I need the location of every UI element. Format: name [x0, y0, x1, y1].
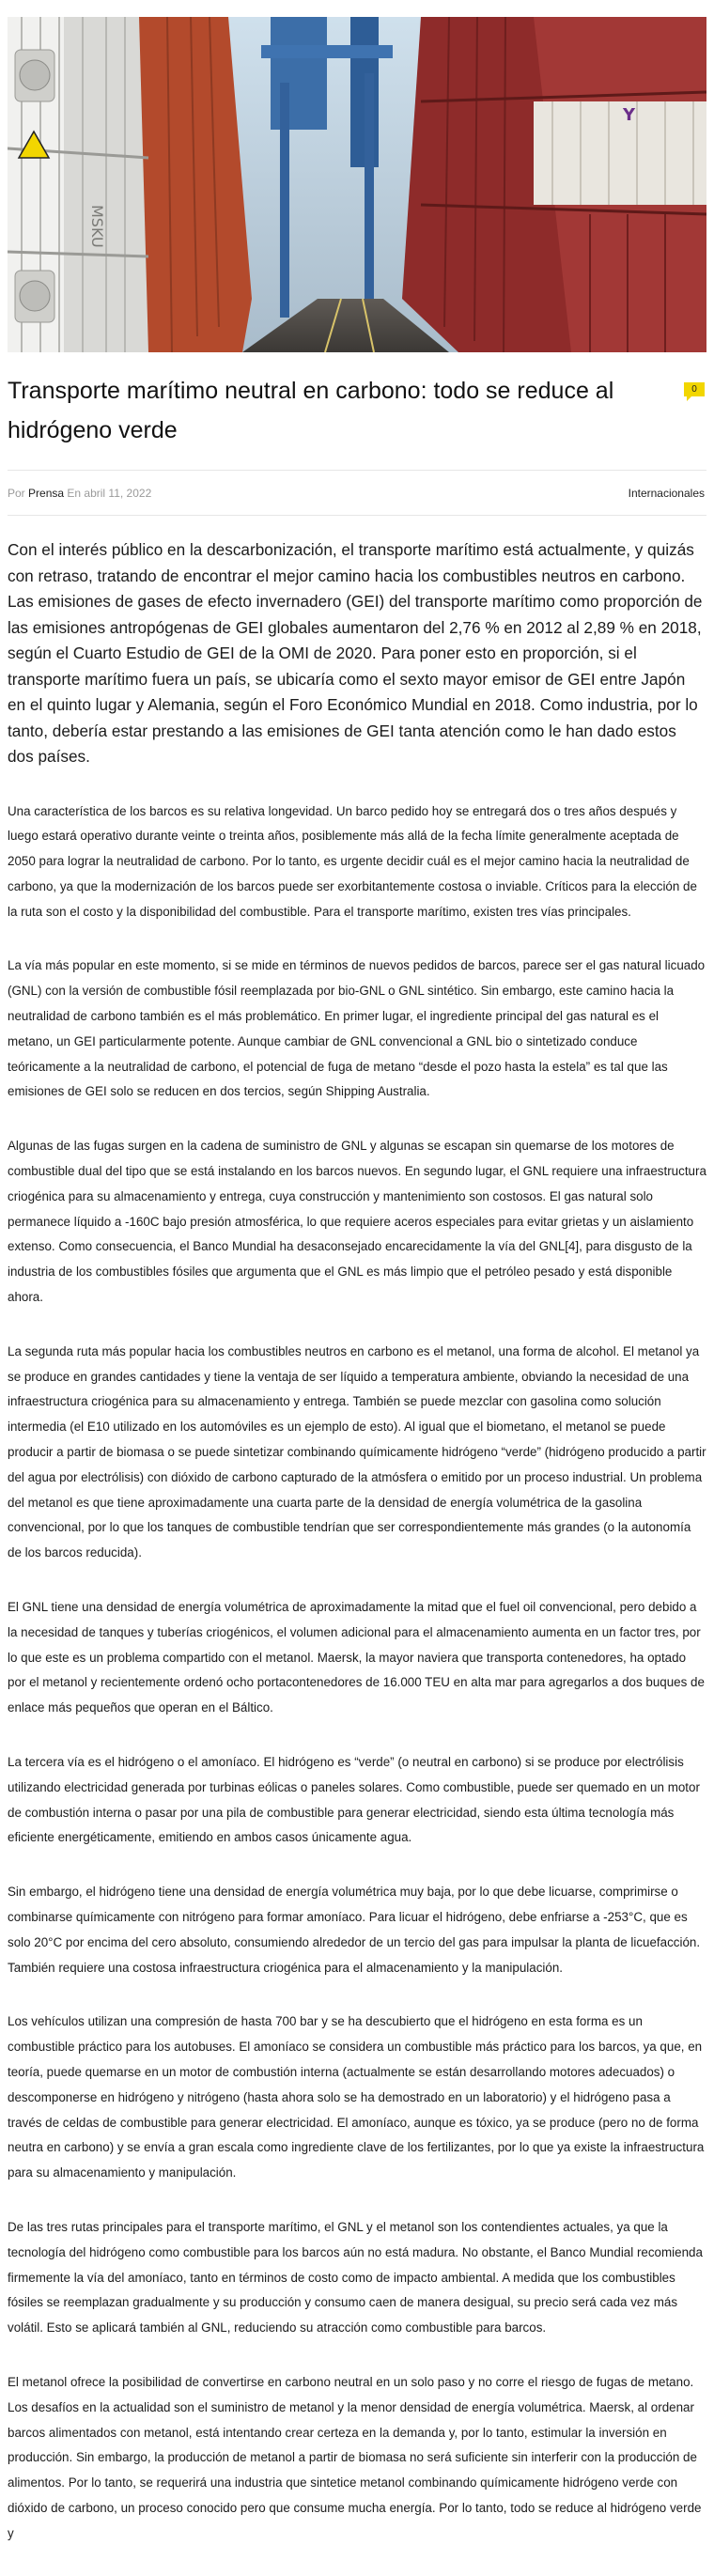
article-lead: Con el interés público en la descarbonización, el transporte marítimo está actualmente, y quizás con retraso, tratando de encontrar el mejor camino hacia los combustibles neutros en carbono. Las emisiones de gases de efecto invernadero (GEI) del transporte marítimo como proporción de las emisiones antropógenas de GEI globales aumentaron del 2,76 % en 2012 al 2,89 % en 2018, según el Cuarto Estudio de GEI de la OMI de 2020. Para poner esto en proporción, si el transporte marítimo fuera un país, se ubicaría como el sexto mayor emisor de GEI entre Japón en el quinto lugar y Alemania, según el Foro Económico Mundial en 2018. Como industria, por lo tanto, debería estar prestando a las emisiones de GEI tanta atención como le han dado estos dos países. — [8, 540, 703, 766]
article-paragraph: Los vehículos utilizan una compresión de hasta 700 bar y se ha descubierto que el hidrógeno en esta forma es un combustible práctico para los autobuses. El amoníaco se considera un combustible más práctico para los barcos, ya que, en teoría, puede quemarse en un motor de combustión interna (actualmente se están desarrollando motores adecuados) o descomponerse en hidrógeno y nitrógeno (hasta ahora solo se ha demostrado en un laboratorio) y el hidrógeno pasa a través de celdas de combustible para generar electricidad. El amoníaco, aunque es tóxico, ya se produce (pero no de forma neutra en carbono) y se envía a gran escala como ingrediente clave de los fertilizantes, por lo que ya existe la infraestructura para su almacenamiento y manipulación. — [8, 2014, 705, 2180]
article-paragraph: El GNL tiene una densidad de energía volumétrica de aproximadamente la mitad que el fuel oil convencional, pero debido a la necesidad de tanques y tuberías criogénicos, el volumen adicional para el almacenamiento aumenta en un factor tres, por lo que este es un problema compartido con el metanol. Maersk, la mayor naviera que transporta contenedores, ha optado por el metanol y recientemente ordenó ocho portacontenedores de 16.000 TEU en alta mar para agregarlos a dos buques de enlace más pequeños que operan en el Báltico. — [8, 1600, 705, 1715]
article-paragraph: Algunas de las fugas surgen en la cadena de suministro de GNL y algunas se escapan sin quemarse de los motores de combustible dual del tipo que se está instalando en los barcos nuevos. En segundo lugar, el GNL requiere una infraestructura criogénica para su almacenamiento y entrega, cuya construcción y mantenimiento son costosos. El gas natural solo permanece líquido a -160C bajo presión atmosférica, lo que requiere aceros especiales para evitar grietas y un aislamiento extenso. Como consecuencia, el Banco Mundial ha desaconsejado encarecidamente la vía del GNL[4], para disgusto de la industria de los combustibles fósiles que argumenta que el GNL es más limpio que el petróleo pesado y está disponible ahora. — [8, 1139, 706, 1305]
article-paragraph: La vía más popular en este momento, si se mide en términos de nuevos pedidos de barcos, parece ser el gas natural licuado (GNL) con la versión de combustible fósil reemplazada por bio-GNL o GNL sintético. Sin embargo, este camino hacia la neutralidad de carbono también es el más problemático. En primer lugar, el ingrediente principal del gas natural es el metano, un GEI particularmente potente. Aunque cambiar de GNL convencional a GNL bio o sintetizado conduce teóricamente a la neutralidad de carbono, el potencial de fuga de metano “desde el pozo hasta la estela” es tal que las emisiones de GEI solo se reducen en dos tercios, según Shipping Australia. — [8, 958, 706, 1099]
author-link[interactable]: Prensa — [28, 487, 65, 500]
article-paragraph: La segunda ruta más popular hacia los combustibles neutros en carbono es el metanol, una forma de alcohol. El metanol ya se produce en grandes cantidades y tiene la ventaja de ser líquido a temperatura ambiente, obviando la necesidad de una infraestructura criogénica para su almacenamiento y entrega. También se puede mezclar con gasolina como solución intermedia (el E10 utilizado en los automóviles es un ejemplo de esto). Al igual que el biometano, el metanol se puede producir a partir de biomasa o se puede sintetizar combinando químicamente hidrógeno “verde” (hidrógeno producido a partir del agua por electrólisis) con dióxido de carbono capturado de la atmósfera o emitido por un proceso industrial. Un problema del metanol es que tiene aproximadamente una cuarta parte de la densidad de energía volumétrica de la gasolina convencional, por lo que los tanques de combustible tendrían que ser correspondientemente más grandes (o la autonomía de los barcos reducida). — [8, 1343, 706, 1560]
divider-top — [8, 470, 706, 471]
title-row — [8, 371, 706, 450]
article-paragraph: Sin embargo, el hidrógeno tiene una densidad de energía volumétrica muy baja, por lo que debe licuarse, comprimirse o combinarse químicamente con nitrógeno para formar amoníaco. Para licuar el hidrógeno, debe enfriarse a -253°C, que es solo 20°C por encima del cero absoluto, consumiendo alrededor de un tercio del gas para impulsar la planta de licuefacción. También requiere una costosa infraestructura criogénica para el almacenamiento y la manipulación. — [8, 1885, 701, 1975]
hero-image[interactable] — [8, 17, 706, 352]
divider-bottom — [8, 515, 706, 516]
category-link[interactable]: Internacionales — [628, 487, 705, 500]
svg-text:Y: Y — [623, 105, 636, 125]
article-title: Transporte marítimo neutral en carbono: todo se reduce al hidrógeno verde — [8, 378, 614, 443]
article-body — [8, 537, 706, 2576]
by-label: Por — [8, 487, 25, 500]
svg-text:MSKU: MSKU — [88, 205, 106, 248]
container-port-photo — [8, 17, 706, 352]
comment-count-badge[interactable]: 0 — [684, 382, 705, 396]
article-paragraph: Una característica de los barcos es su relativa longevidad. Un barco pedido hoy se entregará dos o tres años después y luego estará operativo durante veinte o treinta años, posiblemente más allá de la fecha límite generalmente aceptada de 2050 para lograr la neutralidad de carbono. Por lo tanto, es urgente decidir cuál es el mejor camino hacia la neutralidad de carbono, ya que la modernización de los barcos puede ser exorbitantemente costosa o inviable. Críticos para la elección de la ruta son el costo y la disponibilidad del combustible. Para el transporte marítimo, existen tres vías principales. — [8, 803, 697, 919]
article-paragraph: El metanol ofrece la posibilidad de convertirse en carbono neutral en un solo paso y no corre el riesgo de fugas de metano. Los desafíos en la actualidad son el suministro de metanol y la menor densidad de energía volumétrica. Maersk, al ordenar barcos alimentados con metanol, está intentando crear certeza en la demanda y, por lo tanto, estimular la inversión en producción. Sin embargo, la producción de metanol a partir de biomasa no será suficiente sin interferir con la producción de alimentos. Por lo tanto, se requerirá una industria que sintetice metanol combinando químicamente hidrógeno verde con dióxido de carbono, un proceso conocido pero que consume mucha energía. Por lo tanto, todo se reduce al hidrógeno verde y — [8, 2374, 702, 2540]
publish-date: En abril 11, 2022 — [67, 487, 152, 500]
article-paragraph: De las tres rutas principales para el transporte marítimo, el GNL y el metanol son los contendientes actuales, ya que la tecnología del hidrógeno como combustible para los barcos aún no está madura. No obstante, el Banco Mundial recomienda firmemente la vía del amoníaco, tanto en términos de costo como de impacto ambiental. A medida que los combustibles fósiles se reemplazan gradualmente y su producción y consumo caen de manera desigual, su precio será cada vez más volátil. Esto se aplicará también al GNL, reduciendo su atracción como combustible para barcos. — [8, 2219, 703, 2335]
article-paragraph: La tercera vía es el hidrógeno o el amoníaco. El hidrógeno es “verde” (o neutral en carbono) si se produce por electrólisis utilizando electricidad generada por turbinas eólicas o paneles solares. Como combustible, puede ser quemado en un motor de combustión interna o pasar por una pila de combustible para generar electricidad, siendo esta última tecnología más eficiente energéticamente, emitiendo en ambos casos únicamente agua. — [8, 1755, 700, 1845]
article-meta — [8, 484, 706, 503]
